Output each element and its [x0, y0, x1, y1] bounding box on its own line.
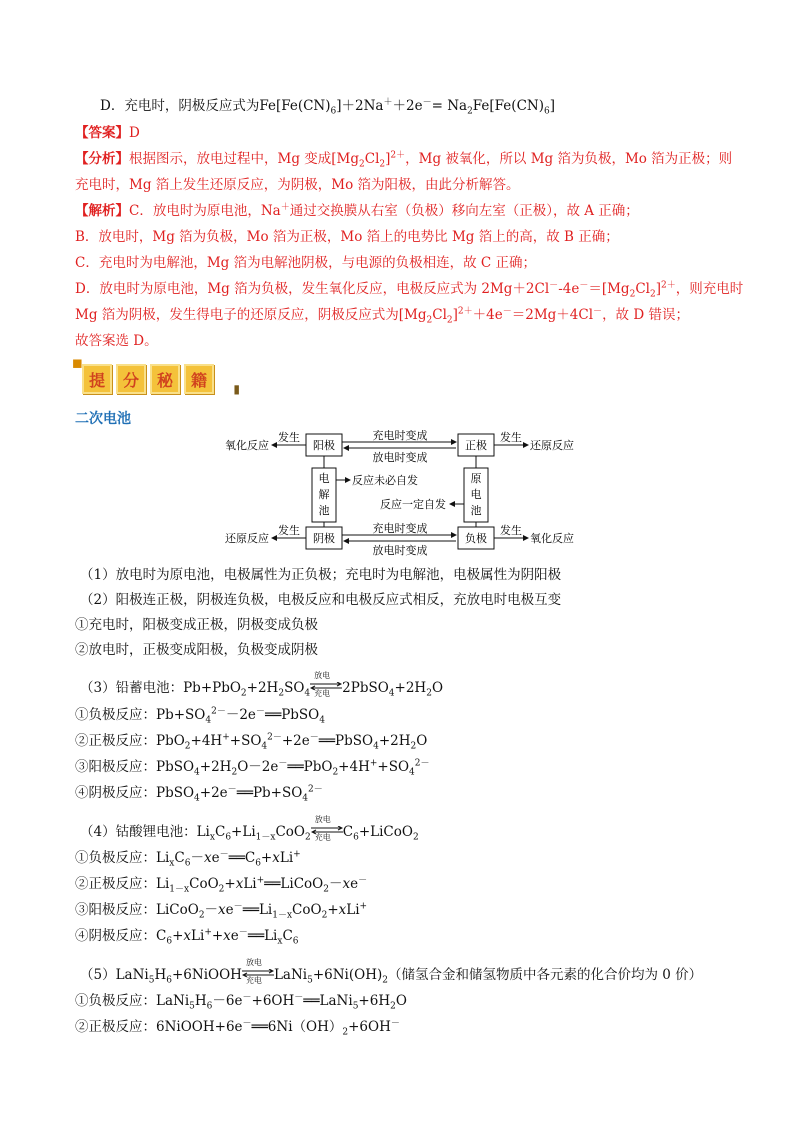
galvanic-char-1: 原	[470, 472, 482, 485]
reversible-arrow-nimh: 放电 充电	[242, 967, 274, 985]
tips-badge	[72, 356, 240, 396]
nimh-reaction-1: ①负极反应：$LaNi_5H_6-6e^-+6OH^-══LaNi_5+6H_2O$	[75, 992, 407, 1012]
reduction-left: 还原反应	[225, 532, 269, 545]
not-spontaneous-label: 反应未必自发	[352, 474, 418, 487]
explanation-line-1: 【解析】C．放电时为原电池，Na＋通过交换膜从右室（负极）移向左室（正极），故 A 正确；	[75, 202, 639, 219]
lead-title: （3）铅蓄电池：$Pb+PbO_2+2H_2SO_4$ 放电 充电 $2PbSO_4+2H_2O$	[80, 670, 444, 699]
nimh-title: $(5)LaNi_5H_6+6NiOOH$ 放电 充电 $LaNi_5+6Ni(OH)_2$（储氢合金和储氢物质中各元素的化合价均为 0 价）	[80, 957, 703, 986]
anode-label: 阳极	[313, 439, 335, 452]
analysis-line-2: 充电时，Mg 箔上发生还原反应，为阴极，Mo 箔为阳极，由此分析解答。	[75, 177, 520, 193]
section-title: 二次电池	[75, 411, 131, 427]
badge-char-1: 提	[82, 364, 112, 394]
galvanic-char-2: 电	[470, 488, 482, 501]
galvanic-char-3: 池	[470, 504, 482, 517]
oxidation-left: 氧化反应	[225, 439, 269, 452]
badge-char-3: 秘	[150, 364, 180, 394]
answer-tag: 【答案】	[75, 125, 129, 141]
option-d-line: D．充电时，阴极反应式为$Fe[Fe(CN)_6]+2Na^++2e^-= Na_2Fe[Fe(CN)_6]$	[100, 97, 555, 117]
lead-reaction-2: ②正极反应：$PbO_2+4H^++SO_4^{2-}+2e^-══PbSO_4+2H_2O$	[75, 732, 428, 752]
answer-line	[75, 124, 140, 142]
nimh-reaction-2: ②正极反应：$6NiOOH+6e^-══6Ni(OH)_2+6OH^-$	[75, 1018, 400, 1038]
cathode-label: 阴极	[313, 532, 335, 545]
analysis-line-1: 【分析】根据图示，放电过程中，Mg 变成$[Mg_2Cl_2]^{2+}$，Mg 被氧化，所以 Mg 箔为负极，Mo 箔为正极；则	[75, 150, 733, 170]
reversible-arrow-lead: 放电 充电	[310, 680, 342, 698]
nimh-note: （储氢合金和储氢物质中各元素的化合价均为 0 价）	[387, 967, 703, 983]
explanation-conclusion: 故答案选 D。	[75, 333, 158, 349]
badge-char-4: 籍	[184, 364, 214, 394]
lithium-reaction-2: ②正极反应：$Li_{1-x}CoO_2+xLi^+══LiCoO_2-xe^-$	[75, 875, 368, 895]
occurs-bottom-right: 发生	[500, 524, 522, 537]
lead-reaction-4: ④阴极反应：$PbSO_4+2e^-══Pb+SO_4^{2-}$	[75, 784, 323, 804]
negative-label: 负极	[465, 532, 487, 545]
point-2b: ②放电时，正极变成阳极，负极变成阴极	[75, 642, 318, 658]
electrolytic-char-3: 池	[318, 504, 330, 517]
lithium-reaction-4: ④阴极反应：$C_6+xLi^++xe^-══Li_xC_6$	[75, 927, 299, 947]
reduction-right: 还原反应	[530, 439, 574, 452]
discharge-becomes-top: 放电时变成	[372, 451, 428, 464]
lithium-title: （4）钴酸锂电池：$Li_xC_6+Li_{1-x}CoO_2$ 放电 充电 $C_6+LiCoO_2$	[80, 814, 419, 843]
charge-becomes-top: 充电时变成	[372, 430, 428, 442]
lithium-reaction-1: ①负极反应：$Li_xC_6-xe^-══C_6+xLi^+$	[75, 849, 301, 869]
battery-diagram	[0, 430, 800, 580]
badge-char-2: 分	[116, 364, 146, 394]
occurs-top-right: 发生	[500, 431, 522, 444]
point-2: （2）阳极连正极，阴极连负极，电极反应和电极反应式相反，充放电时电极互变	[80, 592, 562, 608]
explanation-tag: 【解析】	[75, 203, 129, 219]
lead-reaction-3: ③阳极反应：$PbSO_4+2H_2O-2e^-══PbO_2+4H^++SO_4^{2-}$	[75, 758, 430, 778]
positive-label: 正极	[465, 439, 487, 452]
spontaneous-label: 反应一定自发	[380, 498, 446, 511]
discharge-becomes-bottom: 放电时变成	[372, 544, 428, 557]
answer-value: D	[129, 125, 140, 141]
electrolytic-char-2: 解	[318, 488, 330, 501]
option-d-prefix: D．充电时，阴极反应式为	[100, 98, 260, 114]
lithium-reaction-3: ③阳极反应：$LiCoO_2-xe^-══Li_{1-x}CoO_2+xLi^+$	[75, 901, 368, 921]
point-2a: ①充电时，阳极变成正极，阴极变成负极	[75, 617, 318, 633]
book-icon: ▮	[233, 382, 240, 396]
explanation-d-line-2: Mg 箔为阴极，发生得电子的还原反应，阴极反应式为$[Mg_2Cl_2]^{2+}+4e^-=2Mg+4Cl^-$，故 D 错误；	[75, 306, 689, 326]
occurs-top-left: 发生	[278, 431, 300, 444]
occurs-bottom-left: 发生	[278, 524, 300, 537]
analysis-tag: 【分析】	[75, 151, 129, 167]
speaker-icon: ◼	[72, 356, 83, 371]
lead-reaction-1: ①负极反应：$Pb+SO_4^{2-}-2e^-══PbSO_4$	[75, 706, 325, 726]
charge-becomes-bottom: 充电时变成	[372, 522, 428, 535]
point-1: （1）放电时为原电池，电极属性为正负极；充电时为电解池，电极属性为阴阳极	[80, 567, 562, 583]
explanation-c-line: C．充电时为电解池，Mg 箔为电解池阴极，与电源的负极相连，故 C 正确；	[75, 255, 536, 271]
explanation-d-line-1: D．放电时为原电池，Mg 箔为负极，发生氧化反应，电极反应式为 $2Mg+2Cl^--4e^-=[Mg_2Cl_2]^{2+}$，则充电时	[75, 280, 744, 300]
electrolytic-char-1: 电	[318, 472, 330, 485]
oxidation-right: 氧化反应	[530, 532, 574, 545]
reversible-arrow-lithium: 放电 充电	[311, 824, 343, 842]
explanation-b-line: B．放电时，Mg 箔为负极，Mo 箔为正极，Mo 箔上的电势比 Mg 箔上的高，故 B 正确；	[75, 229, 619, 245]
